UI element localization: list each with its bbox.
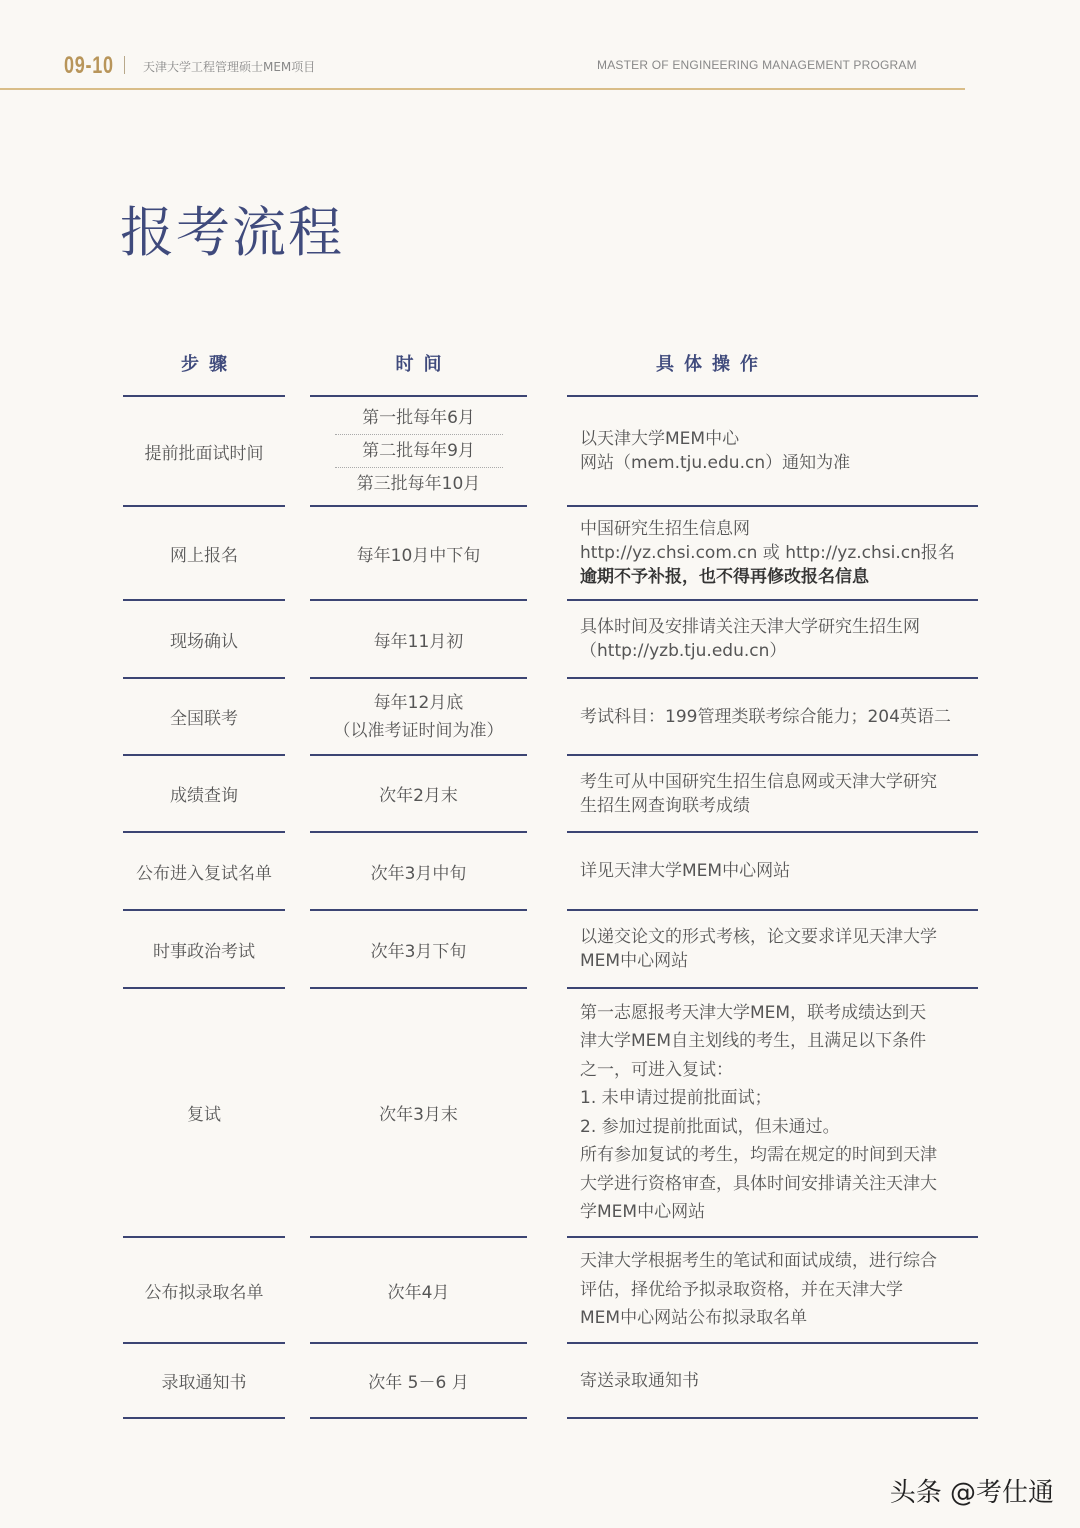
header-rule: [0, 88, 965, 90]
time-line: 每年10月中下旬: [356, 545, 481, 566]
time-line: 次年3月末: [379, 1105, 458, 1125]
table-row: [0, 599, 1080, 677]
column-header-detail: 具体操作: [656, 354, 768, 375]
detail-line: 以递交论文的形式考核，论文要求详见天津大学: [580, 927, 937, 947]
time-line: 次年 5－6 月: [368, 1373, 469, 1393]
table-row: [0, 987, 1080, 1236]
step-cell: 成绩查询: [123, 754, 285, 831]
detail-line: 津大学MEM自主划线的考生，且满足以下条件: [580, 1031, 927, 1051]
detail-line: 考生可从中国研究生招生信息网或天津大学研究: [580, 771, 937, 792]
detail-line: （http://yzb.tju.edu.cn）: [580, 641, 787, 661]
time-cell: [310, 599, 527, 677]
table-row: [0, 909, 1080, 987]
detail-cell: [567, 987, 978, 1236]
table-row: [0, 1236, 1080, 1342]
table-row: [0, 677, 1080, 754]
detail-line: http://yz.chsi.com.cn 或 http://yz.chsi.cn报名: [580, 543, 955, 563]
detail-line: MEM中心网站公布拟录取名单: [580, 1308, 808, 1329]
detail-line: 1. 未申请过提前批面试；: [580, 1088, 772, 1108]
detail-warning: 逾期不予补报，也不得再修改报名信息: [580, 567, 869, 587]
table-row: [0, 831, 1080, 909]
time-cell: [310, 987, 527, 1236]
time-line: 每年12月底: [373, 692, 464, 713]
time-line: 第二批每年9月: [335, 434, 503, 467]
table-row: [0, 754, 1080, 831]
step-cell: 网上报名: [123, 505, 285, 599]
time-cell: [310, 831, 527, 909]
time-cell: [310, 395, 527, 505]
time-cell: [310, 677, 527, 754]
watermark: 头条 @考仕通: [889, 1478, 1054, 1508]
step-cell: 提前批面试时间: [123, 395, 285, 505]
page-number: 09-10: [64, 52, 114, 79]
step-cell: 公布进入复试名单: [123, 831, 285, 909]
table-row: [0, 505, 1080, 599]
detail-line: 具体时间及安排请关注天津大学研究生招生网: [580, 617, 920, 637]
time-line: 每年11月初: [373, 631, 464, 652]
detail-cell: [567, 1236, 978, 1342]
detail-line: 中国研究生招生信息网: [580, 519, 750, 539]
detail-line: 大学进行资格审查，具体时间安排请关注天津大: [580, 1173, 937, 1194]
time-line: 次年3月下旬: [370, 941, 467, 962]
detail-cell: [567, 395, 978, 505]
detail-line: MEM中心网站: [580, 951, 689, 971]
time-cell: [310, 1342, 527, 1419]
step-cell: 时事政治考试: [123, 909, 285, 987]
detail-line: 评估，择优给予拟录取资格，并在天津大学: [580, 1279, 903, 1300]
page-title: 报考流程: [120, 201, 344, 264]
program-name-cn: 天津大学工程管理硕士MEM项目: [143, 60, 316, 74]
detail-cell: [567, 831, 978, 909]
detail-line: 寄送录取通知书: [580, 1370, 699, 1391]
detail-line: 之一，可进入复试：: [580, 1059, 733, 1080]
table-row: [0, 1342, 1080, 1419]
time-line: 次年3月中旬: [370, 863, 467, 884]
detail-cell: [567, 909, 978, 987]
time-cell: [310, 754, 527, 831]
detail-cell: [567, 599, 978, 677]
detail-cell: [567, 505, 978, 599]
step-cell: 公布拟录取名单: [123, 1236, 285, 1342]
detail-line: 天津大学根据考生的笔试和面试成绩，进行综合: [580, 1251, 937, 1272]
detail-line: 第一志愿报考天津大学MEM，联考成绩达到天: [580, 1002, 927, 1023]
detail-line: 考试科目：199管理类联考综合能力；204英语二: [580, 706, 951, 727]
detail-line: 学MEM中心网站: [580, 1202, 706, 1222]
detail-line: 生招生网查询联考成绩: [580, 795, 750, 816]
process-table: [0, 395, 1080, 1419]
column-header-step: 步骤: [181, 354, 237, 375]
table-row: [0, 395, 1080, 505]
program-name-en: MASTER OF ENGINEERING MANAGEMENT PROGRAM: [597, 58, 917, 72]
time-line: 第三批每年10月: [335, 467, 503, 500]
detail-cell: [567, 754, 978, 831]
detail-line: 所有参加复试的考生，均需在规定的时间到天津: [580, 1145, 937, 1165]
column-header-time: 时间: [395, 354, 452, 375]
time-line: 次年2月末: [379, 786, 458, 806]
step-cell: 录取通知书: [123, 1342, 285, 1419]
header-divider: [124, 56, 125, 74]
detail-line: 网站（mem.tju.edu.cn）通知为准: [580, 453, 851, 473]
time-line: 次年4月: [387, 1282, 450, 1303]
time-cell: [310, 1236, 527, 1342]
time-cell: [310, 909, 527, 987]
time-cell: [310, 505, 527, 599]
step-cell: 复试: [123, 987, 285, 1236]
detail-cell: [567, 677, 978, 754]
detail-cell: [567, 1342, 978, 1419]
time-line: 第一批每年6月: [362, 408, 475, 428]
detail-line: 2. 参加过提前批面试，但未通过。: [580, 1116, 840, 1137]
step-cell: 全国联考: [123, 677, 285, 754]
detail-line: 以天津大学MEM中心: [580, 429, 740, 449]
detail-line: 详见天津大学MEM中心网站: [580, 861, 791, 881]
time-line: （以准考证时间为准）: [333, 720, 504, 741]
step-cell: 现场确认: [123, 599, 285, 677]
